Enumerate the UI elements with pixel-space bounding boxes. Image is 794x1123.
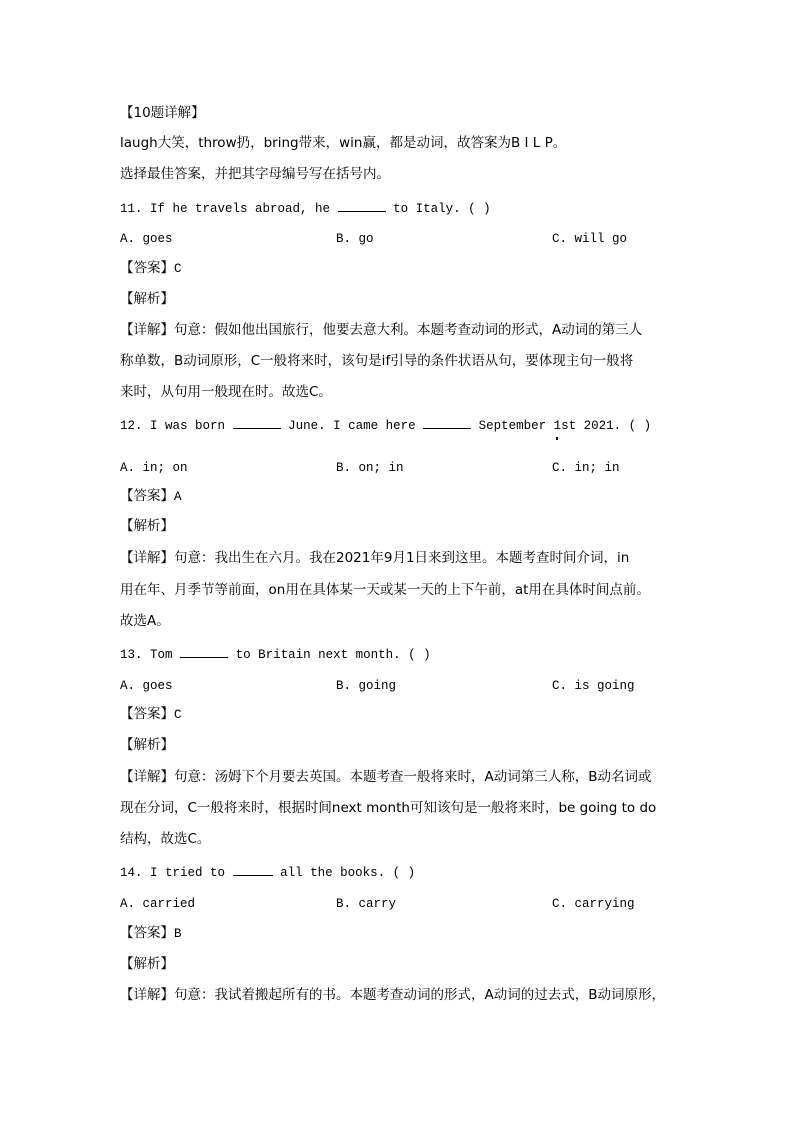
stem-after: to Britain next month. ( )	[235, 648, 431, 662]
detail-line: 【详解】句意：假如他出国旅行，他要去意大利。本题考查动词的形式，A动词的第三人	[120, 322, 643, 338]
answer-label: 【答案】	[120, 260, 174, 276]
answer-label: 【答案】	[120, 706, 174, 722]
answer-blank	[423, 416, 471, 429]
detail-line: 故选A。	[120, 613, 170, 629]
stem-before: If he travels abroad, he	[150, 202, 331, 216]
question-14-stem	[120, 863, 415, 881]
question-11-stem	[120, 199, 491, 217]
option-c: C. in; in	[552, 461, 620, 475]
stem-after: September 1st 2021. ( )	[478, 419, 652, 433]
answer-line	[120, 705, 182, 723]
answer-value: C	[174, 708, 182, 722]
section-header: 【10题详解】	[120, 105, 205, 121]
option-b: B. go	[336, 232, 374, 246]
option-a: A. in; on	[120, 461, 188, 475]
stem-before: Tom	[150, 648, 173, 662]
answer-blank	[180, 645, 228, 658]
question-number: 11.	[120, 202, 143, 216]
instruction-text: 选择最佳答案，并把其字母编号写在括号内。	[120, 166, 390, 182]
answer-label: 【答案】	[120, 925, 174, 941]
detail-line: 结构，故选C。	[120, 831, 211, 847]
question-12-stem	[120, 416, 651, 434]
detail-line: 【详解】句意：汤姆下个月要去英国。本题考查一般将来时，A动词第三人称，B动名词或	[120, 769, 652, 785]
question-number: 12.	[120, 419, 143, 433]
stem-after: to Italy. ( )	[393, 202, 491, 216]
question-13-stem	[120, 645, 431, 663]
detail-label: 【详解】	[120, 322, 174, 338]
detail-line: 用在年、月季节等前面，on用在具体某一天或某一天的上下午前，at用在具体时间点前。	[120, 582, 650, 598]
stem-before: I tried to	[150, 866, 226, 880]
stem-after: all the books. ( )	[280, 866, 416, 880]
analysis-label: 【解析】	[120, 518, 174, 534]
option-b: B. on; in	[336, 461, 404, 475]
detail-line: 【详解】句意：我试着搬起所有的书。本题考查动词的形式，A动词的过去式，B动词原形，	[120, 987, 665, 1003]
detail-label: 【详解】	[120, 987, 174, 1003]
answer-label: 【答案】	[120, 488, 174, 504]
option-a: A. carried	[120, 897, 196, 911]
option-c: C. carrying	[552, 897, 635, 911]
answer-value: C	[174, 262, 182, 276]
stem-before: I was born	[150, 419, 226, 433]
detail-line: 现在分词，C一般将来时，根据时间next month可知该句是一般将来时，be going to do	[120, 800, 657, 816]
q10-explanation: laugh大笑，throw扔，bring带来，win赢，都是动词，故答案为B I L P。	[120, 135, 567, 151]
answer-line	[120, 487, 182, 505]
answer-value: B	[174, 927, 182, 941]
stem-middle: June. I came here	[288, 419, 416, 433]
analysis-label: 【解析】	[120, 737, 174, 753]
answer-blank	[233, 863, 273, 876]
question-number: 14.	[120, 866, 143, 880]
question-number: 13.	[120, 648, 143, 662]
answer-line	[120, 259, 182, 277]
detail-line: 称单数，B动词原形，C一般将来时，该句是if引导的条件状语从句，要体现主句一般将	[120, 353, 634, 369]
option-c: C. is going	[552, 679, 635, 693]
answer-blank	[233, 416, 281, 429]
option-c: C. will go	[552, 232, 628, 246]
option-a: A. goes	[120, 232, 173, 246]
stray-mark	[556, 437, 558, 440]
answer-line	[120, 924, 182, 942]
analysis-label: 【解析】	[120, 291, 174, 307]
detail-label: 【详解】	[120, 550, 174, 566]
detail-label: 【详解】	[120, 769, 174, 785]
detail-line: 来时，从句用一般现在时。故选C。	[120, 384, 332, 400]
answer-value: A	[174, 490, 182, 504]
option-b: B. carry	[336, 897, 397, 911]
analysis-label: 【解析】	[120, 956, 174, 972]
option-a: A. goes	[120, 679, 173, 693]
answer-blank	[338, 199, 386, 212]
detail-line: 【详解】句意：我出生在六月。我在2021年9月1日来到这里。本题考查时间介词，in	[120, 550, 630, 566]
option-b: B. going	[336, 679, 397, 693]
